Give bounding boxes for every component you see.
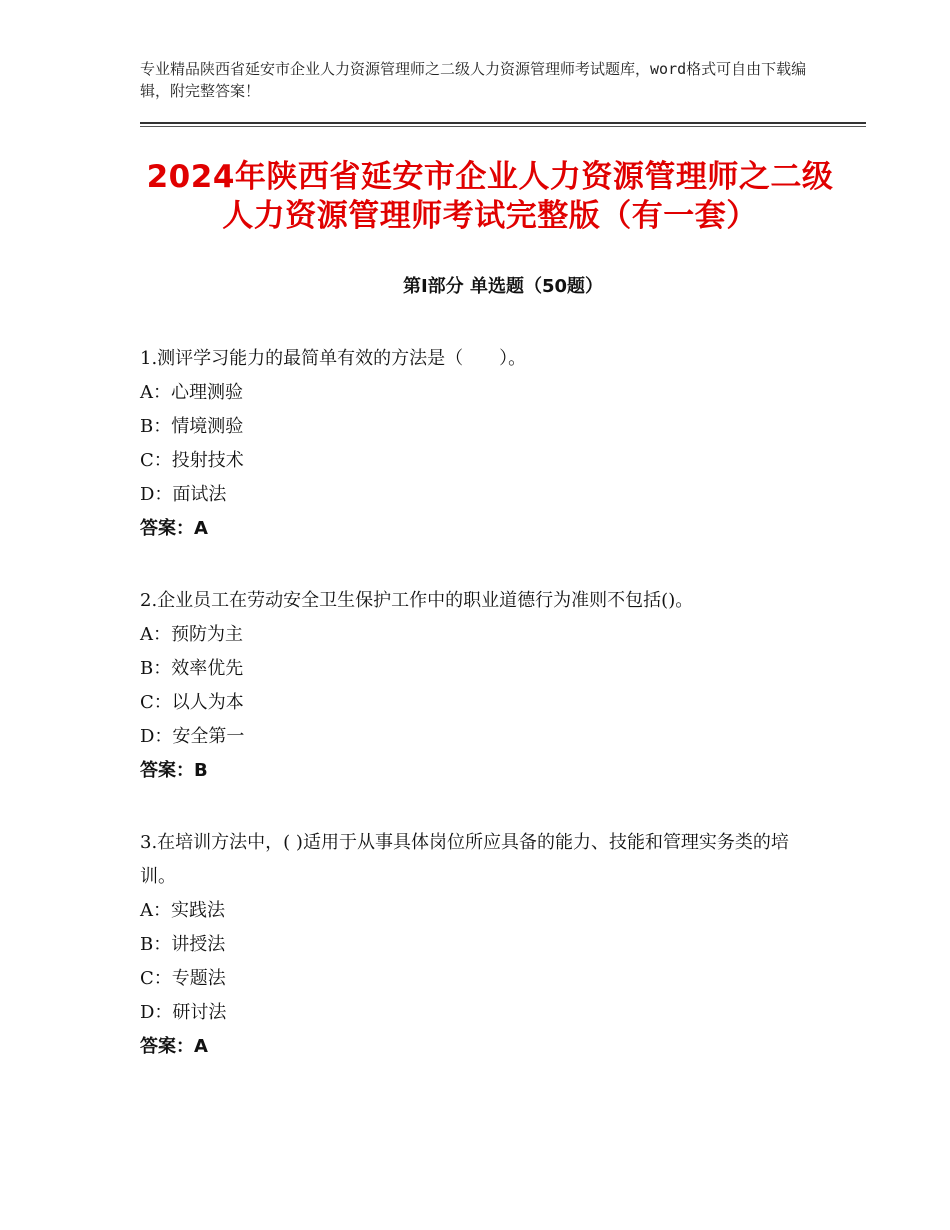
option-b: B：讲授法 — [140, 934, 226, 955]
option-a: A：实践法 — [140, 900, 225, 921]
option-a: A：心理测验 — [140, 382, 243, 403]
answer-label: 答案：B — [140, 760, 208, 781]
option-b: B：情境测验 — [140, 416, 244, 437]
question-item — [140, 342, 820, 546]
answer-label: 答案：A — [140, 518, 208, 539]
question-item — [140, 584, 820, 788]
header-note: 专业精品陕西省延安市企业人力资源管理师之二级人力资源管理师考试题库，word格式可自由下载编辑，附完整答案！ — [140, 60, 807, 100]
option-c: C：以人为本 — [140, 692, 244, 713]
option-b: B：效率优先 — [140, 658, 244, 679]
header-rule-thick — [140, 122, 866, 124]
section-heading: 第Ⅰ部分 单选题（50题） — [402, 276, 603, 297]
header-rule-thin — [140, 126, 866, 127]
option-d: D：安全第一 — [140, 726, 245, 747]
option-d: D：研讨法 — [140, 1002, 227, 1023]
option-a: A：预防为主 — [140, 624, 243, 645]
question-text: 1.测评学习能力的最简单有效的方法是（ ）。 — [140, 348, 527, 369]
question-list — [140, 342, 820, 1102]
option-c: C：投射技术 — [140, 450, 244, 471]
question-text: 2.企业员工在劳动安全卫生保护工作中的职业道德行为准则不包括()。 — [140, 590, 694, 611]
document-title: 2024年陕西省延安市企业人力资源管理师之二级人力资源管理师考试完整版（有一套） — [146, 159, 834, 234]
option-c: C：专题法 — [140, 968, 226, 989]
question-item — [140, 826, 820, 1064]
question-text: 3.在培训方法中，( )适用于从事具体岗位所应具备的能力、技能和管理实务类的培训。 — [140, 832, 789, 887]
option-d: D：面试法 — [140, 484, 227, 505]
answer-label: 答案：A — [140, 1036, 208, 1057]
